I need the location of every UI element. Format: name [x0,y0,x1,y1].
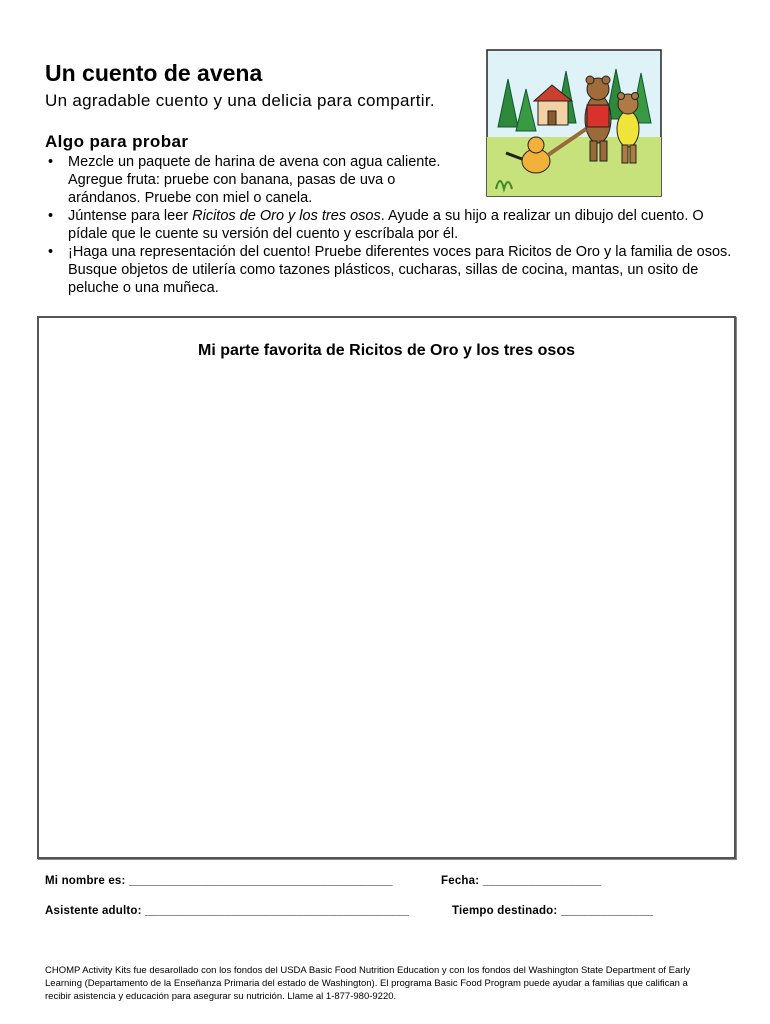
drawing-area-title: Mi parte favorita de Ricitos de Oro y los tres osos [198,342,575,359]
tip-text: . Ayude a su hijo a realizar un dibujo del cuento. O pídale que le cuente su versión del cuento y escríbala por él. [68,208,704,242]
page-subtitle: Un agradable cuento y una delicia para compartir. [45,91,435,110]
bullet-icon: • [48,208,54,224]
bullet-icon: • [48,244,54,260]
tip-text: Júntense para leer [68,208,193,224]
tip-text: ¡Haga una representación del cuento! Pruebe diferentes voces para Ricitos de Oro y la familia de osos. Busque objetos de utilería como tazones plásticos, cucharas, sillas de cocina, mantas, un osito de peluche o una muñeca. [68,244,732,296]
adult-assistant-field[interactable]: Asistente adulto: ________________________________________ [45,905,409,917]
tip-text: Mezcle un paquete de harina de avena con agua caliente. Agregue fruta: pruebe con banana, pasas de uva o arándanos. Pruebe con miel o canela. [68,154,441,206]
date-field[interactable]: Fecha: __________________ [441,875,602,887]
book-title: Ricitos de Oro y los tres osos [192,208,381,224]
tips-list [45,153,735,297]
list-item [45,207,735,243]
list-item [45,243,735,297]
funding-footer: CHOMP Activity Kits fue desarollado con los fondos del USDA Basic Food Nutrition Education y con los fondos del Washington State Department of Early Learning (Departamento de la Enseñanza Primaria del estado de Washington). El programa Basic Food Program puede ayudar a familias que califican a recibir asistencia y educación para asegurar su nutrición. Llame al 1-877-980-9220. [45,965,691,1002]
list-item [45,153,735,207]
page-title: Un cuento de avena [45,60,263,86]
name-field[interactable]: Mi nombre es: ________________________________________ [45,875,393,887]
bullet-icon: • [48,154,54,170]
drawing-area[interactable] [37,316,736,859]
time-spent-field[interactable]: Tiempo destinado: ______________ [452,905,654,917]
section-heading: Algo para probar [45,132,189,151]
